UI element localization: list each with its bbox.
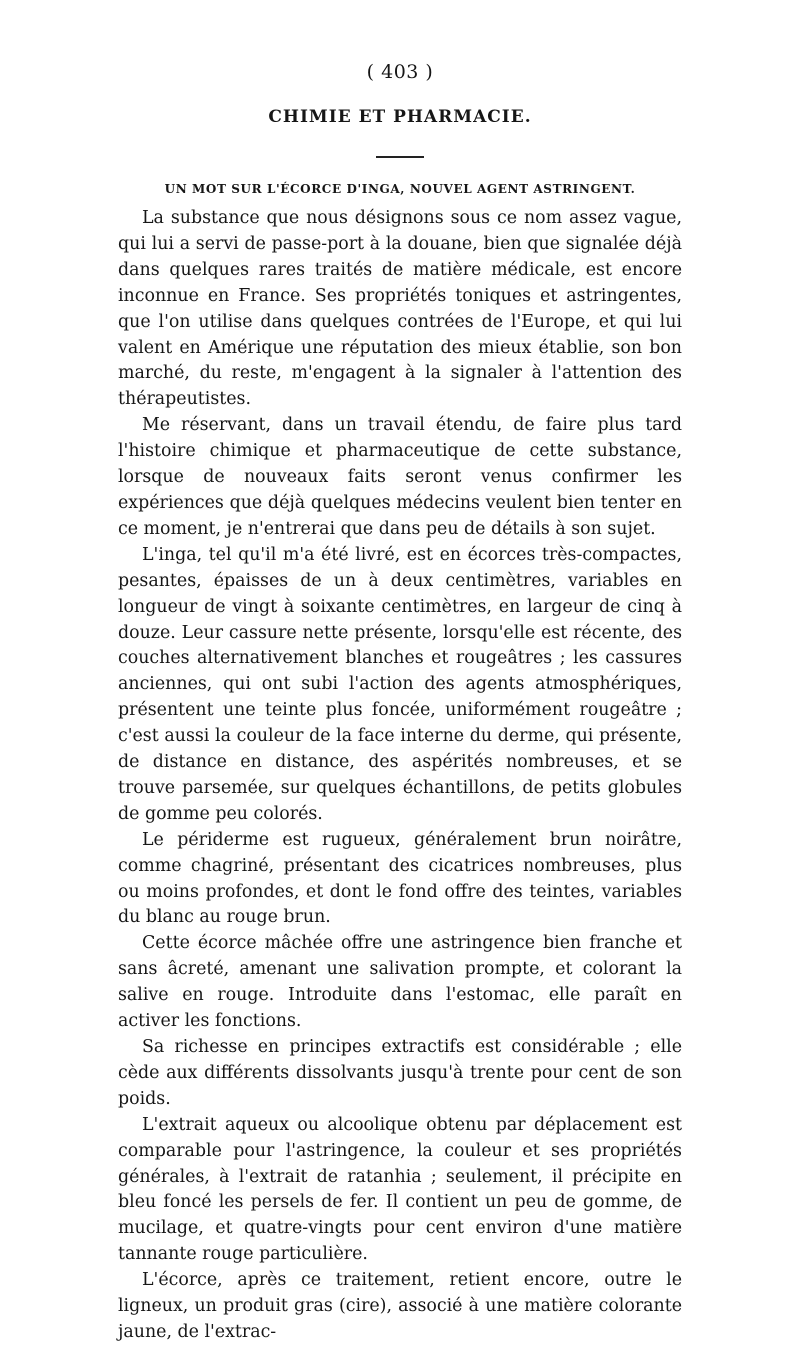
paragraph: Cette écorce mâchée offre une astringence bien franche et sans âcreté, amenant une salivation prompte, et colorant la salive en rouge. Introduite dans l'estomac, elle paraît en activer les fonctions. [118, 933, 682, 1032]
section-title: CHIMIE ET PHARMACIE. [268, 107, 532, 127]
paragraph: Le périderme est rugueux, généralement brun noirâtre, comme chagriné, présentant des cicatrices nombreuses, plus ou moins profondes, et dont le fond offre des teintes, variables du blanc au rouge brun. [118, 829, 682, 928]
article-body [118, 206, 682, 1346]
paragraph: Sa richesse en principes extractifs est considérable ; elle cède aux différents dissolvants jusqu'à trente pour cent de son poids. [118, 1037, 682, 1109]
page-number: ( 403 ) [366, 61, 434, 83]
paragraph: Me réservant, dans un travail étendu, de faire plus tard l'histoire chimique et pharmaceutique de cette substance, lorsque de nouveaux faits seront venus confirmer les expériences que déjà quelques médecins veulent bien tenter en ce moment, je n'entrerai que dans peu de détails à son sujet. [118, 415, 682, 539]
article-title: UN MOT SUR L'ÉCORCE D'INGA, NOUVEL AGENT ASTRINGENT. [164, 182, 636, 196]
paragraph: L'écorce, après ce traitement, retient encore, outre le ligneux, un produit gras (cire), associé à une matière colorante jaune, de l'extrac- [118, 1270, 682, 1342]
paragraph: L'extrait aqueux ou alcoolique obtenu par déplacement est comparable pour l'astringence, la couleur et ses propriétés générales, à l'extrait de ratanhia ; seulement, il précipite en bleu foncé les persels de fer. Il contient un peu de gomme, de mucilage, et quatre-vingts pour cent environ d'une matière tannante rouge particulière. [118, 1114, 682, 1265]
title-divider [376, 156, 424, 158]
book-page [118, 60, 682, 1346]
paragraph: La substance que nous désignons sous ce nom assez vague, qui lui a servi de passe-port à la douane, bien que signalée déjà dans quelques rares traités de matière médicale, est encore inconnue en France. Ses propriétés toniques et astringentes, que l'on utilise dans quelques contrées de l'Europe, et qui lui valent en Amérique une réputation des mieux établie, son bon marché, du reste, m'engagent à la signaler à l'attention des thérapeutistes. [118, 208, 682, 410]
paragraph: L'inga, tel qu'il m'a été livré, est en écorces très-compactes, pesantes, épaisses de un à deux centimètres, variables en longueur de vingt à soixante centimètres, en largeur de cinq à douze. Leur cassure nette présente, lorsqu'elle est récente, des couches alternativement blanches et rougeâtres ; les cassures anciennes, qui ont subi l'action des agents atmosphériques, présentent une teinte plus foncée, uniformément rougeâtre ; c'est aussi la couleur de la face interne du derme, qui présente, de distance en distance, des aspérités nombreuses, et se trouve parsemée, sur quelques échantillons, de petits globules de gomme peu colorés. [118, 544, 682, 824]
